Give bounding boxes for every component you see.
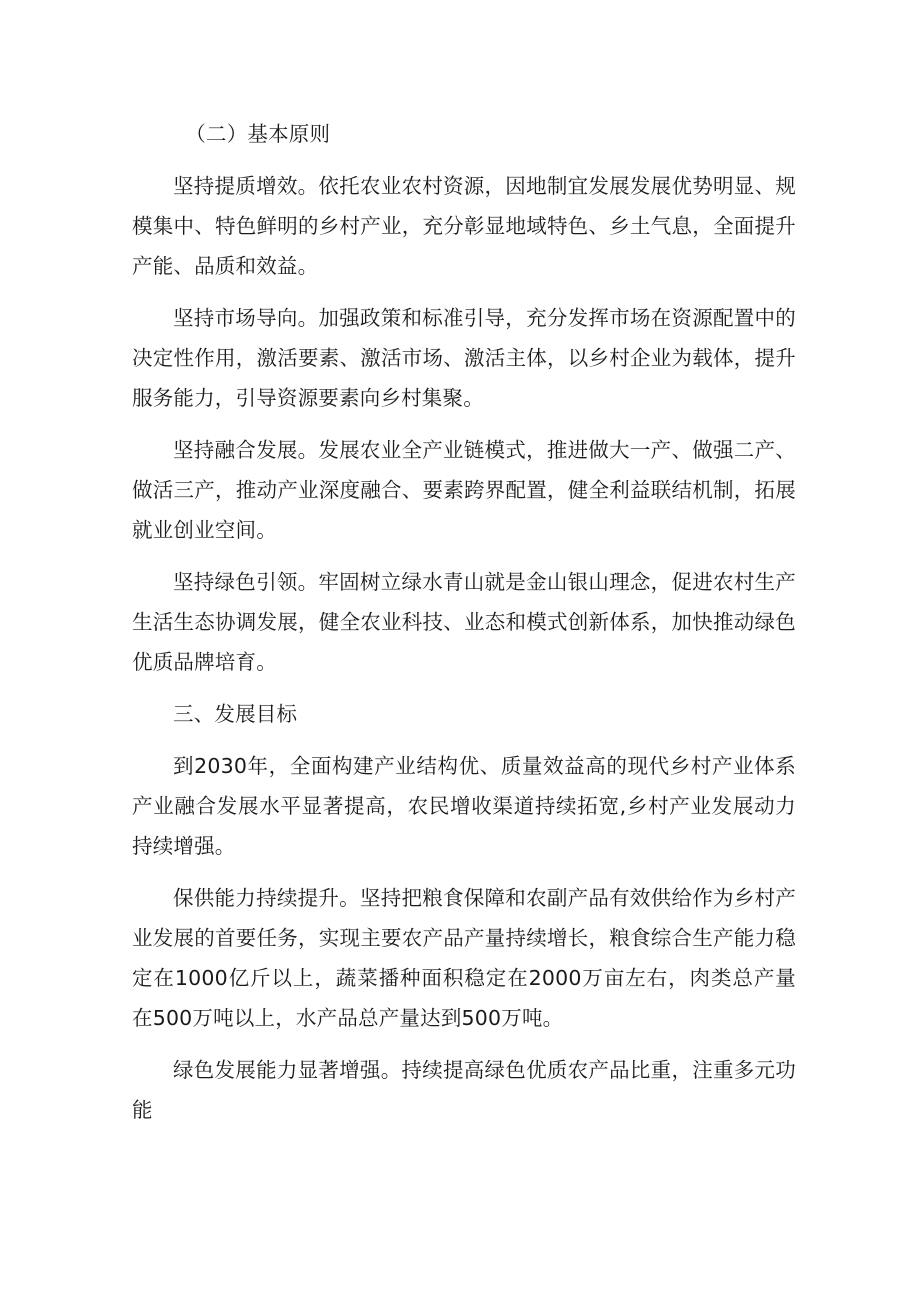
section-heading-basic-principles: （二）基本原则 [185,122,331,146]
section-heading-development-goals: 三、发展目标 [173,702,298,726]
principle-integrated-development: 坚持融合发展。发展农业全产业链模式，推进做大一产、做强二产、做活三产，推动产业深度融合、要素跨界配置，健全利益联结机制，拓展就业创业空间。 [132,438,796,542]
document-body [132,114,796,1142]
principle-green-leadership: 坚持绿色引领。牢固树立绿水青山就是金山银山理念，促进农村生产生活生态协调发展，健全农业科技、业态和模式创新体系，加快推动绿色优质品牌培育。 [132,570,796,674]
goal-green-development: 绿色发展能力显著增强。持续提高绿色优质农产品比重，注重多元功能 [132,1058,796,1122]
goal-2030-overview: 到2030年，全面构建产业结构优、质量效益高的现代乡村产业体系产业融合发展水平显著提高，农民增收渠道持续拓宽,乡村产业发展动力持续增强。 [132,754,796,858]
principle-market-orientation: 坚持市场导向。加强政策和标准引导，充分发挥市场在资源配置中的决定性作用，激活要素、激活市场、激活主体，以乡村企业为载体，提升服务能力，引导资源要素向乡村集聚。 [132,306,796,410]
goal-supply-capacity: 保供能力持续提升。坚持把粮食保障和农副产品有效供给作为乡村产业发展的首要任务，实现主要农产品产量持续增长，粮食综合生产能力稳定在1000亿斤以上，蔬菜播种面积稳定在2000万亩左右，肉类总产量在500万吨以上，水产品总产量达到500万吨。 [132,886,796,1030]
principle-quality-efficiency: 坚持提质增效。依托农业农村资源，因地制宜发展发展优势明显、规模集中、特色鲜明的乡村产业，充分彰显地域特色、乡土气息，全面提升产能、品质和效益。 [132,174,796,278]
